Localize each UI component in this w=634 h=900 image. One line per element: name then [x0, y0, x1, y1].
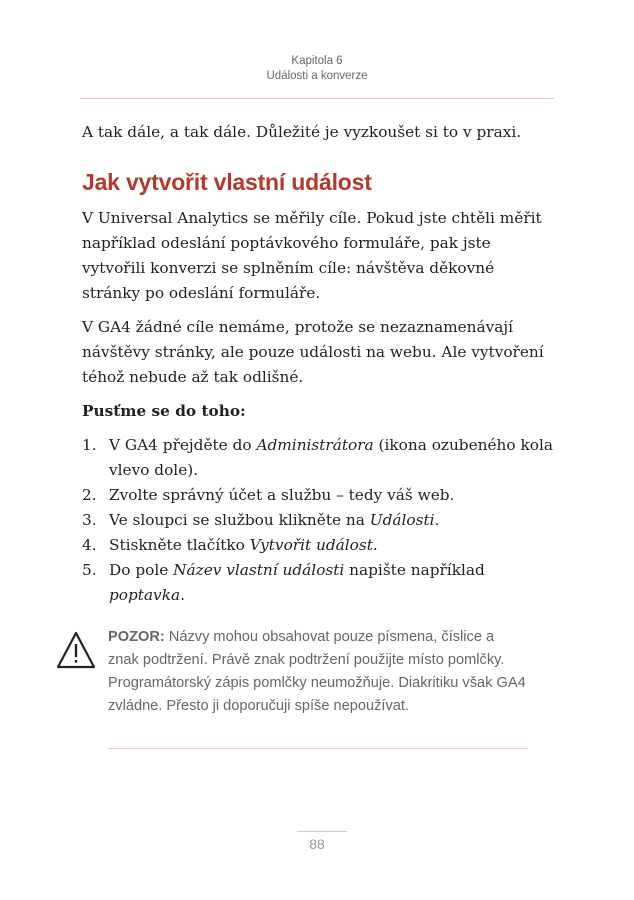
intro-paragraph: A tak dále, a tak dále. Důležité je vyzkoušet si to v praxi.: [82, 123, 522, 141]
body-paragraph-1: V Universal Analytics se měřily cíle. Pokud jste chtěli měřit například odeslání poptávkového formuláře, pak jste vytvořili konverzi se splněním cíle: návštěva děkovné stránky po odeslání formuláře.: [82, 209, 542, 302]
steps-lead: Pusťme se do toho:: [82, 402, 246, 420]
warning-text: [108, 626, 526, 718]
step-number: 2.: [82, 486, 97, 504]
step-text-end: .: [372, 536, 378, 554]
step-emphasis: Události: [369, 511, 435, 529]
footer-divider: [297, 831, 347, 832]
body-paragraph-2: V GA4 žádné cíle nemáme, protože se nezaznamenávají návštěvy stránky, ale pouze události na webu. Ale vytvoření téhož nebude až tak odlišné.: [82, 318, 544, 386]
running-header: [0, 54, 634, 84]
step-text: Stiskněte tlačítko: [109, 536, 250, 554]
list-item: [82, 433, 554, 483]
step-emphasis: Administrátora: [256, 436, 374, 454]
step-emphasis: Vytvořit událost: [249, 536, 373, 554]
step-text-end: .: [180, 586, 185, 604]
step-text-mid: napište například: [344, 561, 485, 579]
page-body: [82, 120, 554, 608]
header-subtitle: Události a konverze: [266, 70, 368, 82]
warning-divider: [108, 748, 528, 749]
step-text: V GA4 přejděte do: [109, 436, 257, 454]
warning-message: Názvy mohou obsahovat pouze písmena, číslice a znak podtržení. Právě znak podtržení použijte místo pomlčky. Programátorský zápis pomlčky neumožňuje. Diakritiku však GA4 zvládne. Přesto ji doporučuji spíše nepoužívat.: [108, 629, 526, 714]
warning-triangle-icon: [56, 630, 96, 670]
list-item: [82, 508, 554, 533]
warning-label: POZOR:: [108, 629, 165, 645]
step-text-end: (ikona ozubeného kola vlevo dole).: [109, 436, 553, 479]
warning-box: [56, 626, 528, 750]
step-emphasis: Název vlastní události: [173, 561, 345, 579]
header-divider: [80, 98, 554, 99]
list-item: [82, 483, 554, 508]
step-number: 5.: [82, 561, 97, 579]
section-heading: Jak vytvořit vlastní událost: [82, 169, 372, 195]
header-chapter: Kapitola 6: [291, 55, 343, 67]
step-number: 4.: [82, 536, 97, 554]
page-number: 88: [309, 836, 325, 852]
step-text: Do pole: [109, 561, 174, 579]
step-text: Ve sloupci se službou klikněte na: [109, 511, 370, 529]
list-item: [82, 558, 554, 608]
step-number: 1.: [82, 436, 97, 454]
steps-list: [82, 433, 554, 608]
step-number: 3.: [82, 511, 97, 529]
step-text: Zvolte správný účet a službu – tedy váš web.: [109, 486, 455, 504]
step-emphasis-2: poptavka: [109, 586, 181, 604]
list-item: [82, 533, 554, 558]
step-text-end: .: [434, 511, 440, 529]
